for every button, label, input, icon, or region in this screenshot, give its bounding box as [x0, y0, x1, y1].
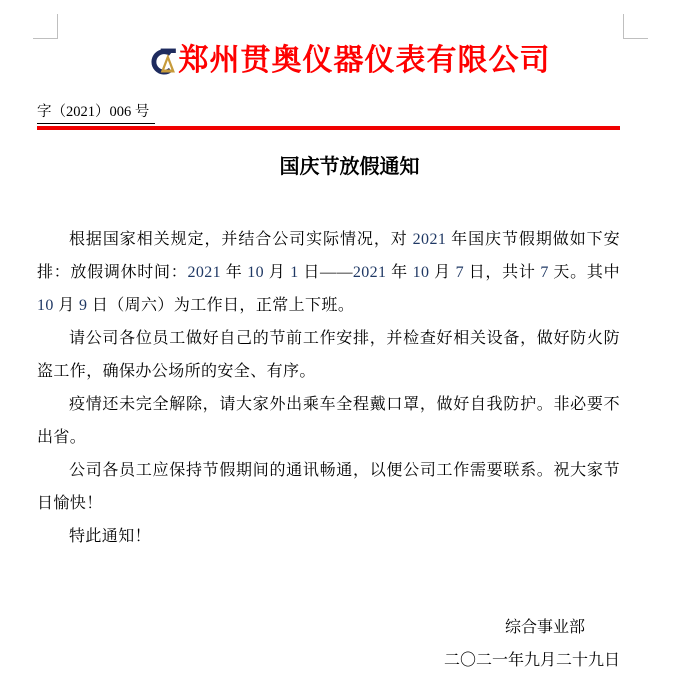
- date-number: 7: [455, 264, 464, 281]
- date-number: 10: [37, 297, 54, 314]
- date-number: 1: [290, 264, 299, 281]
- signature-department: 综合事业部: [504, 619, 585, 636]
- date-number: 2021: [187, 264, 222, 281]
- notice-title: 国庆节放假通知: [279, 156, 420, 178]
- red-divider-line: [37, 126, 620, 130]
- date-number: 10: [247, 264, 265, 281]
- date-number: 2021: [412, 231, 447, 248]
- text-boundary-mark-top-right: [623, 14, 648, 39]
- notice-paragraph: 根据国家相关规定，并结合公司实际情况，对 2021 年国庆节假期做如下安排：放假调休时间：2021 年 10 月 1 日——2021 年 10 月 7 日，共计 7 天。其中 10 月 9 日（周六）为工作日，正常上下班。: [37, 231, 620, 314]
- company-name: 郑州贯奥仪器仪表有限公司: [178, 44, 551, 77]
- notice-paragraph: 公司各员工应保持节假期间的通讯畅通，以便公司工作需要联系。祝大家节日愉快！: [37, 462, 620, 512]
- signature-block: [0, 611, 699, 677]
- date-number: 7: [540, 264, 549, 281]
- date-number: 9: [79, 297, 88, 314]
- notice-body: [37, 223, 620, 553]
- doc-number: 字（2021）006 号: [37, 103, 155, 124]
- company-header: [0, 44, 699, 78]
- text-boundary-mark-top-left: [33, 14, 58, 39]
- signature-date: 二〇二一年九月二十九日: [443, 652, 620, 669]
- ga-monogram-logo-icon: [149, 45, 176, 77]
- date-number: 2021: [352, 264, 387, 281]
- notice-paragraph: 请公司各位员工做好自己的节前工作安排，并检查好相关设备，做好防火防盗工作，确保办公场所的安全、有序。: [37, 330, 620, 380]
- notice-paragraph: 疫情还未完全解除，请大家外出乘车全程戴口罩，做好自我防护。非必要不出省。: [37, 396, 620, 446]
- date-number: 10: [412, 264, 430, 281]
- notice-paragraph: 特此通知！: [69, 528, 152, 545]
